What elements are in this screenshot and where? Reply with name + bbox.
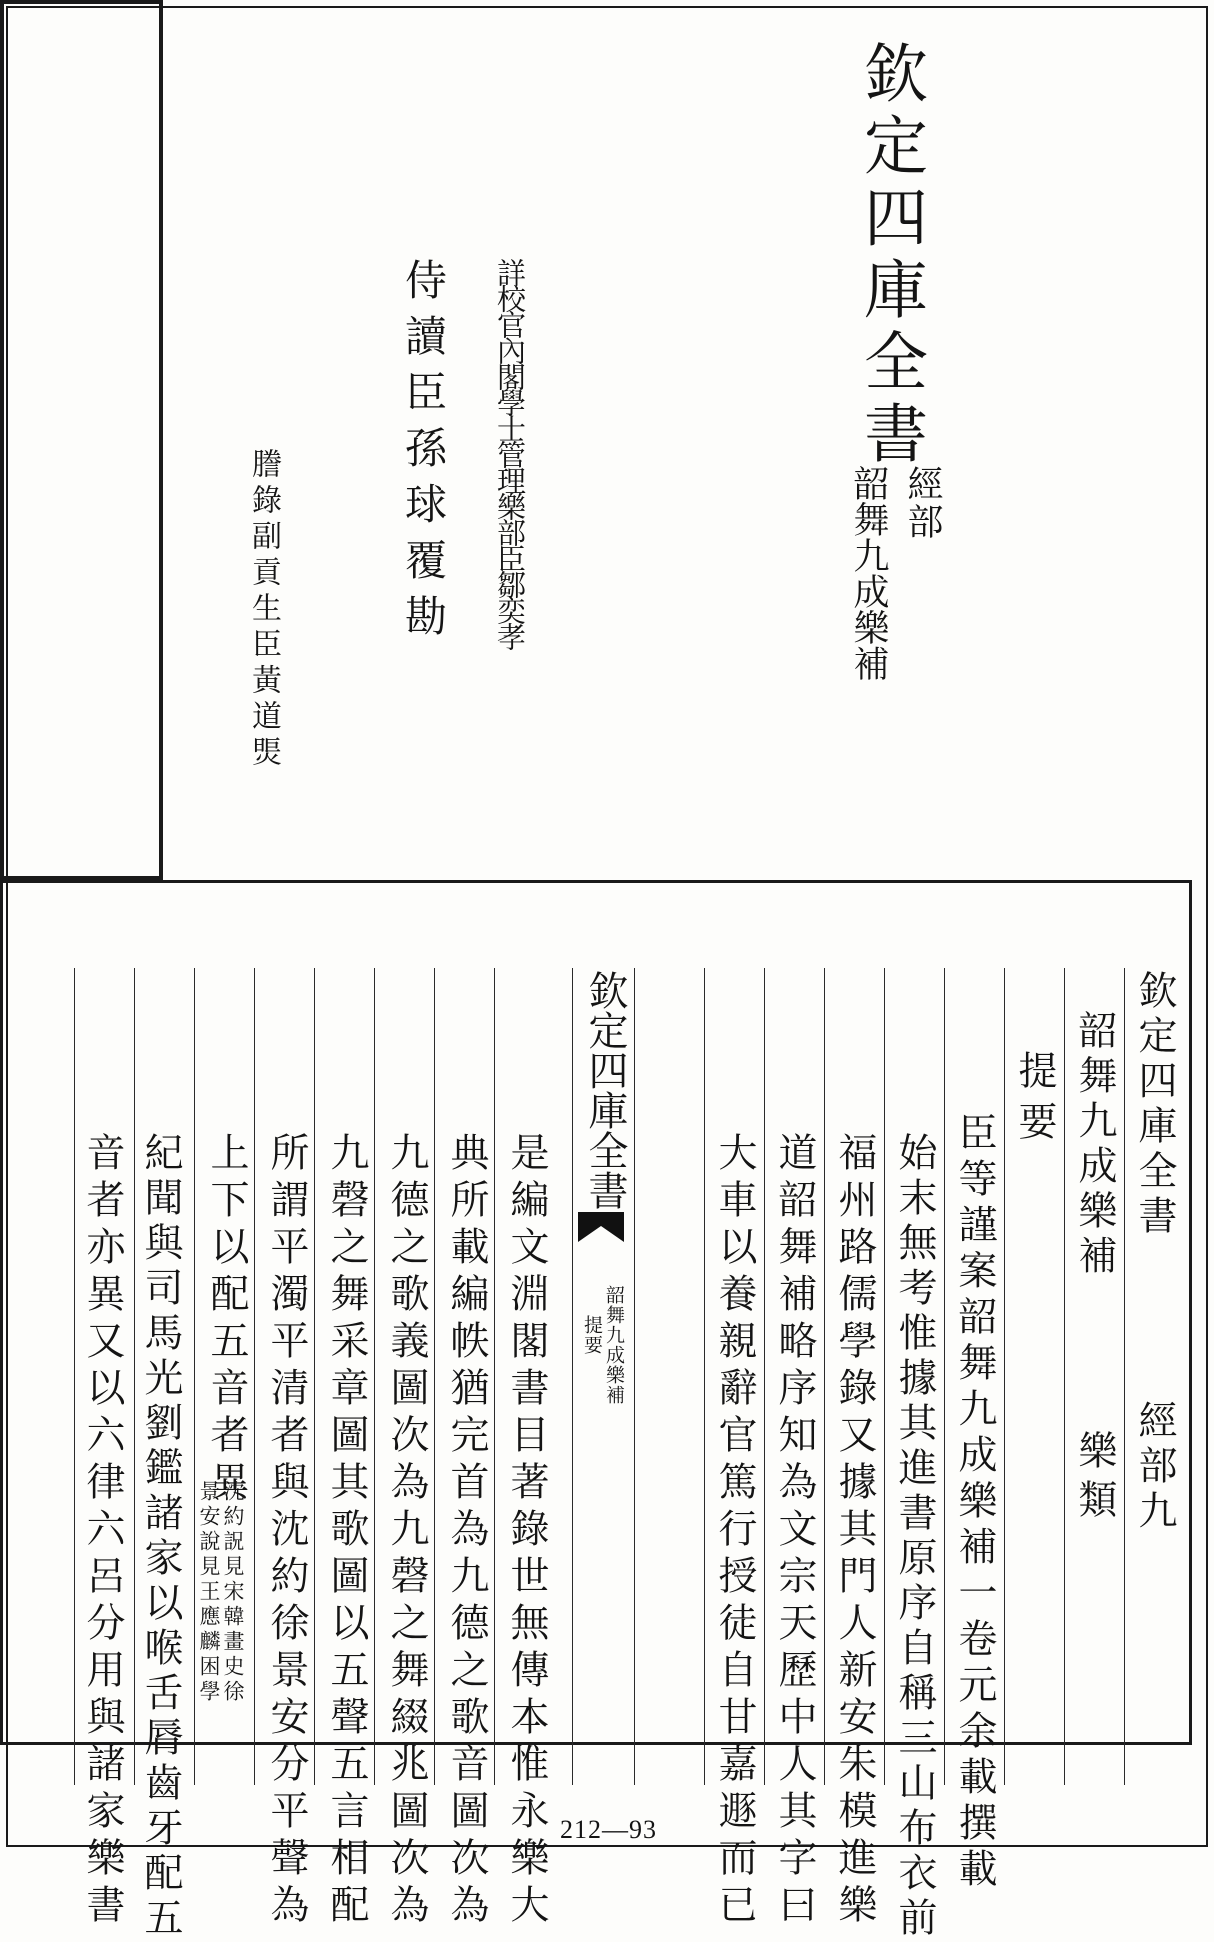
text-column-5: 大車以養親辭官篤行授徒自甘嘉遯而已 — [712, 1132, 757, 1931]
column-rule — [824, 968, 825, 1785]
text-column-2: 始末無考惟據其進書原序自稱三山布衣前 — [892, 1132, 937, 1942]
text-column-12: 紀聞與司馬光劉鑑諸家以喉舌脣齒牙配五 — [138, 1132, 183, 1942]
page-category: 樂類 — [1072, 1430, 1117, 1528]
column-rule — [74, 968, 75, 1785]
proofreading-official: 詳校官內閣學士管理樂部臣鄒奕孝 — [493, 258, 527, 648]
gutter-title: 欽定四庫全書 — [582, 970, 628, 1210]
text-column-8: 九德之歌義圖次為九磬之舞綴兆圖次為 — [384, 1132, 429, 1931]
annotation-right: 景安說見王應麟困學 — [197, 1480, 221, 1705]
text-column-6: 是編文淵閣書目著錄世無傳本惟永樂大 — [504, 1132, 549, 1931]
page-number: 212—93 — [560, 1815, 657, 1844]
column-rule — [944, 968, 945, 1785]
cover-book-title: 韶舞九成樂補 — [848, 465, 889, 681]
column-rule — [494, 968, 495, 1785]
column-rule — [1064, 968, 1065, 1785]
page-header-section: 經部九 — [1132, 1400, 1177, 1535]
column-rule — [194, 968, 195, 1785]
column-rule — [254, 968, 255, 1785]
text-column-9: 九磬之舞采章圖其歌圖以五聲五言相配 — [324, 1132, 369, 1931]
gutter-rule — [634, 968, 635, 1785]
column-rule — [884, 968, 885, 1785]
column-rule — [1004, 968, 1005, 1785]
column-rule — [1124, 968, 1125, 1785]
text-column-13: 音者亦異又以六律六呂分用與諸家樂書 — [80, 1132, 125, 1931]
cover-title: 欽定四庫全書 — [853, 40, 927, 472]
page-header-title: 欽定四庫全書 — [1132, 970, 1177, 1240]
text-column-3: 福州路儒學錄又據其門人新安朱模進樂 — [832, 1132, 877, 1931]
annotation-left: 沈約詋見宋韓畫史徐 — [221, 1480, 245, 1705]
copyist: 謄錄副貢生臣黃道煚 — [246, 448, 281, 772]
page-book-title: 韶舞九成樂補 — [1072, 1010, 1117, 1280]
collator: 侍讀臣孫球覆勘 — [399, 258, 448, 650]
gutter-rule — [572, 968, 573, 1785]
fishtail-mark — [578, 1212, 624, 1246]
text-column-10: 所謂平濁平清者與沈約徐景安分平聲為 — [264, 1132, 309, 1931]
column-rule — [764, 968, 765, 1785]
gutter-section: 提要 — [581, 1315, 603, 1355]
text-column-11: 上下以配五音者異 — [204, 1132, 249, 1508]
column-rule — [134, 968, 135, 1785]
tiyao-label: 提要 — [1012, 1050, 1057, 1152]
text-column-7: 典所載編帙猶完首為九德之歌音圖次為 — [444, 1132, 489, 1931]
gutter-book-title: 韶舞九成樂補 — [603, 1285, 625, 1405]
column-rule — [434, 968, 435, 1785]
text-column-4: 道韶舞補略序知為文宗天歷中人其字曰 — [772, 1132, 817, 1931]
column-rule — [374, 968, 375, 1785]
page-frame-inner-border — [7, 7, 1207, 1846]
column-rule — [314, 968, 315, 1785]
text-column-1: 臣等謹案韶舞九成樂補一卷元余載撰載 — [952, 1112, 997, 1894]
cover-section: 經部 — [902, 465, 943, 541]
column-rule — [704, 968, 705, 1785]
